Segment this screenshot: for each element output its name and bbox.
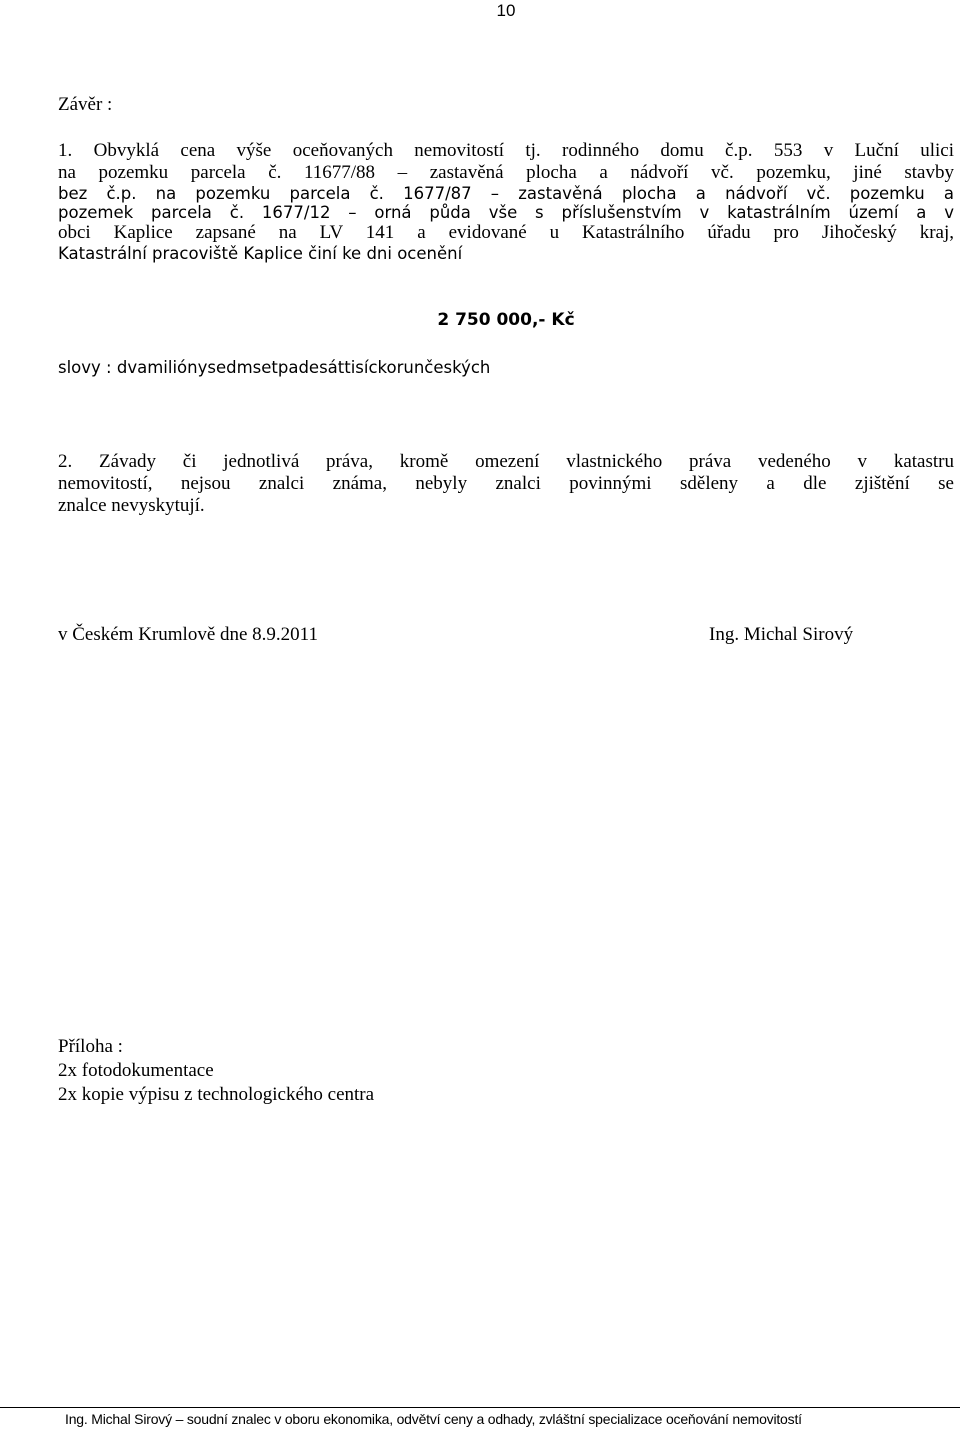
amount-in-words: slovy : dvamiliónysedmsetpadesáttisíckorunčeských [58,358,491,377]
place-and-date: v Českém Krumlově dne 8.9.2011 [58,624,318,645]
valuation-line: Katastrální pracoviště Kaplice činí ke dni ocenění [58,244,463,263]
conclusion-heading: Závěr : [58,94,113,115]
appendix-item: 2x kopie výpisu z technologického centra [58,1084,375,1105]
signer-name: Ing. Michal Sirový [709,624,854,645]
valuation-line: 1. Obvyklá cena výše oceňovaných nemovitostí tj. rodinného domu č.p. 553 v Luční ulici [58,140,954,161]
footer-divider [0,1407,960,1408]
valuation-paragraph [58,140,954,263]
defects-paragraph [58,451,954,517]
appendix-title: Příloha : [58,1036,123,1057]
valuation-amount: 2 750 000,- Kč [437,310,575,330]
valuation-line: na pozemku parcela č. 11677/88 – zastavěná plocha a nádvoří vč. pozemku, jiné stavby [58,162,954,183]
valuation-line: pozemek parcela č. 1677/12 – orná půda vše s příslušenstvím v katastrálním území a v [58,203,954,222]
valuation-line: bez č.p. na pozemku parcela č. 1677/87 – zastavěná plocha a nádvoří vč. pozemku a [58,184,954,203]
page-footer: Ing. Michal Sirový – soudní znalec v oboru ekonomika, odvětví ceny a odhady, zvláštní specializace oceňování nemovitostí [65,1411,802,1427]
page-number: 10 [496,1,516,20]
appendix [58,1035,954,1107]
defects-line: nemovitostí, nejsou znalci známa, nebyly znalci povinnými sděleny a dle zjištění se [58,473,954,494]
defects-line: znalce nevyskytují. [58,495,205,516]
valuation-line: obci Kaplice zapsané na LV 141 a evidované u Katastrálního úřadu pro Jihočeský kraj, [58,222,954,243]
appendix-item: 2x fotodokumentace [58,1060,214,1081]
defects-line: 2. Závady či jednotlivá práva, kromě omezení vlastnického práva vedeného v katastru [58,451,954,472]
